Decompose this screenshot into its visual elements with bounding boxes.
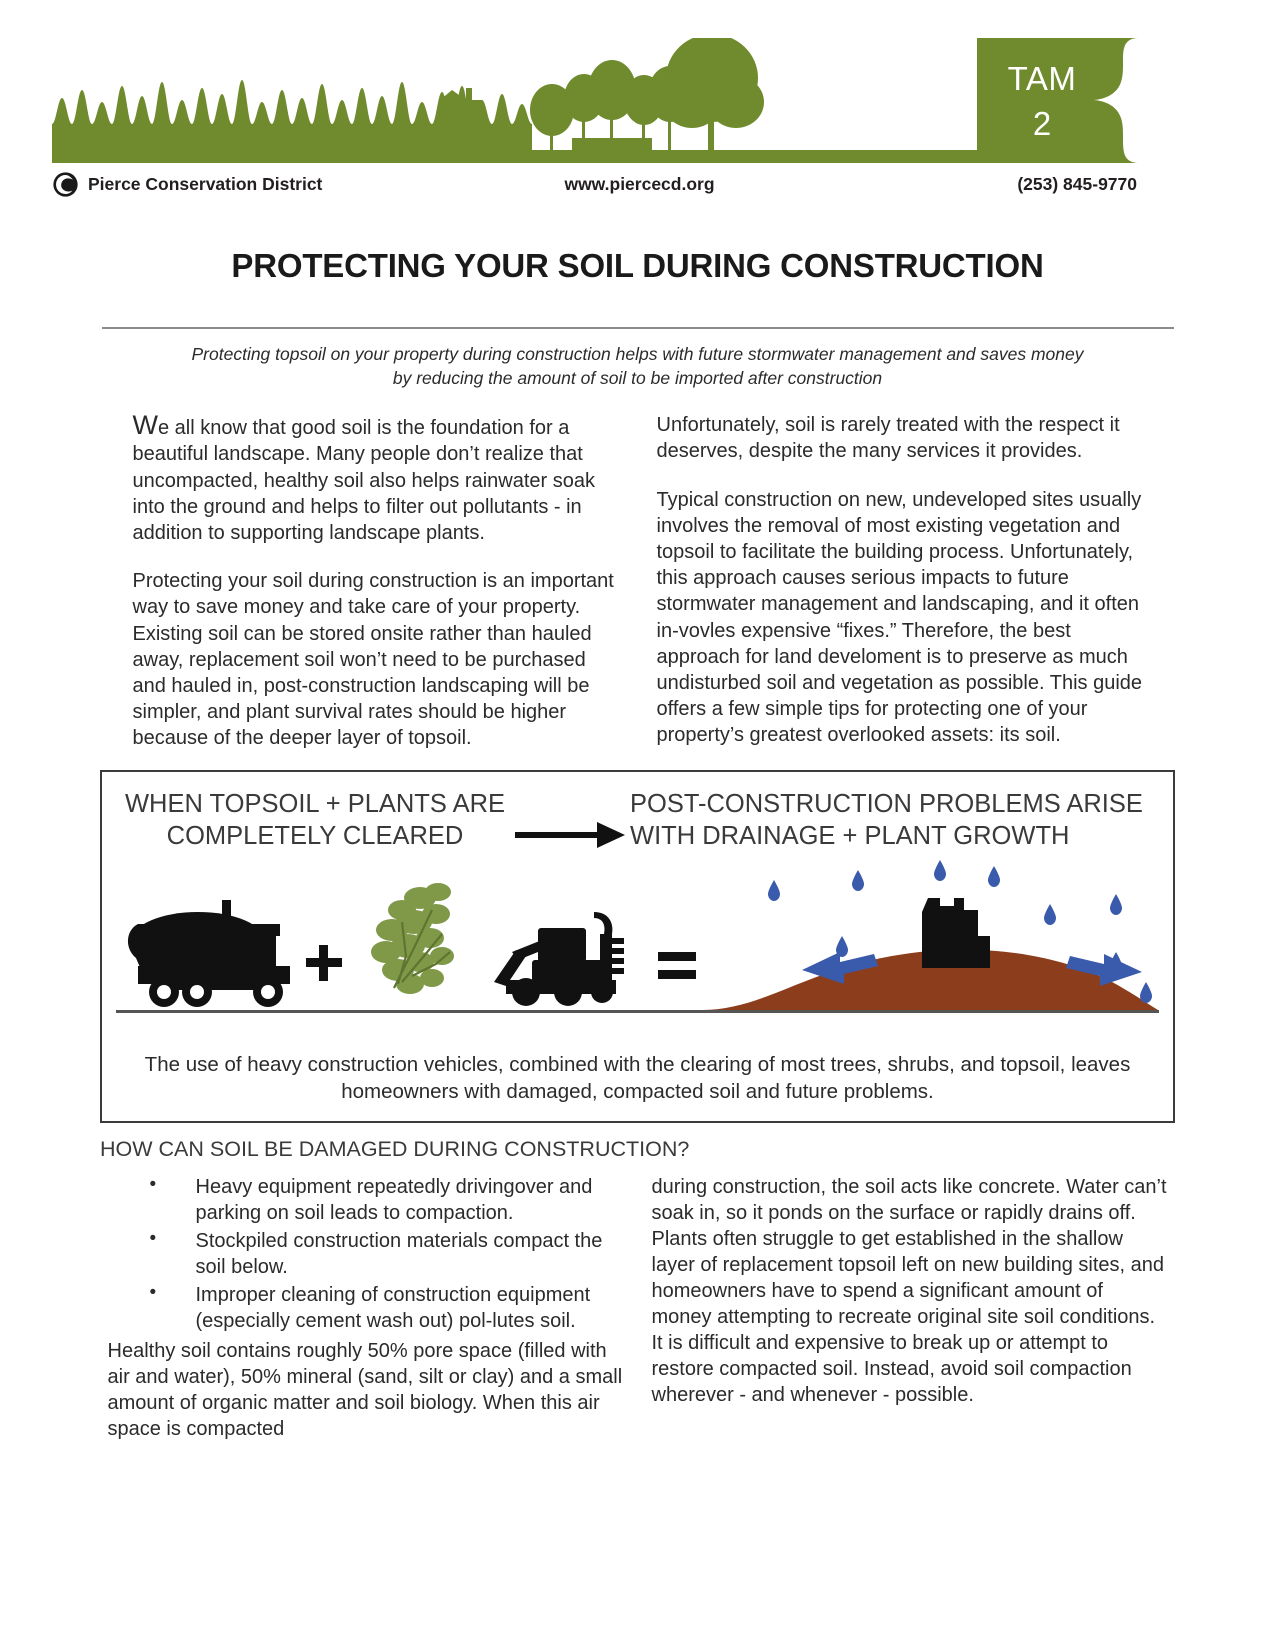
arrow-right-icon <box>510 786 630 852</box>
ground-line <box>116 1010 1159 1013</box>
infographic-heading-left: WHEN TOPSOIL + PLANTS ARE COMPLETELY CLEARED <box>124 789 506 850</box>
list-item: • Improper cleaning of construction equipment (especially cement wash out) pol-lutes soil. <box>150 1282 624 1334</box>
intro-paragraph: Unfortunately, soil is rarely treated with the respect it deserves, despite the many services it provides. <box>656 414 1120 463</box>
organization-name: Pierce Conservation District <box>88 173 323 194</box>
website-url[interactable]: www.piercecd.org <box>564 173 715 194</box>
intro-paragraph: Typical construction on new, undeveloped sites usually involves the removal of most existing vegetation and topsoil to facilitate the building process. Unfortunately, this approach causes serious impacts to future stormwater management and landscaping, and it often in-vovles expensive “fixes.” Therefore, the best approach for land develoment is to preserve as much undisturbed soil and vegetation as possible. This guide offers a few simple tips for protecting one of your property’s greatest overlooked assets: its soil. <box>656 488 1143 747</box>
infographic-headings <box>102 772 1173 852</box>
lower-column-right <box>652 1174 1168 1442</box>
lower-column-left <box>108 1174 624 1442</box>
damage-bullet-list <box>150 1174 624 1334</box>
header-contact-row <box>52 168 1137 200</box>
intro-paragraph: Protecting your soil during construction is an important way to save money and take care of your property. Existing soil can be stored onsite rather than hauled away, replacement soil won’t need to be purchased and hauled in, post-construction landscaping will be simpler, and plant survival rates should be higher because of the deeper layer of topsoil. <box>132 570 614 750</box>
section-heading: HOW CAN SOIL BE DAMAGED DURING CONSTRUCTION? <box>100 1137 690 1162</box>
uprooted-tree-icon <box>371 883 454 994</box>
equals-symbol-shape <box>658 952 696 979</box>
excavator-icon <box>494 912 624 1006</box>
swoosh-icon <box>1087 38 1139 163</box>
infographic-caption: The use of heavy construction vehicles, combined with the clearing of most trees, shrubs, and topsoil, leaves homeowners with damaged, compacted soil and future problems. <box>144 1052 1131 1103</box>
lower-paragraph-left: Healthy soil contains roughly 50% pore space (filled with air and water), 50% mineral (sand, silt or clay) and a small amount of organic matter and soil biology. When this air space is compacted <box>107 1340 623 1441</box>
treeline-illustration <box>52 38 1137 163</box>
tam-badge <box>977 38 1137 163</box>
page-subtitle: Protecting topsoil on your property during construction helps with future stormwater management and saves money by reducing the amount of soil to be imported after construction <box>191 344 1084 388</box>
lower-columns <box>108 1174 1168 1442</box>
organization <box>52 171 472 198</box>
list-item: • Heavy equipment repeatedly drivingover and parking on soil leads to compaction. <box>150 1174 624 1226</box>
house-icon <box>922 898 990 968</box>
infographic-box <box>100 770 1175 1124</box>
intro-paragraph-text: e all know that good soil is the foundation for a beautiful landscape. Many people don’t realize that uncompacted, healthy soil also helps rainwater soak into the ground and helps to filter out pollutants - in addition to supporting landscape plants. <box>132 417 595 544</box>
drop-cap: W <box>132 410 158 441</box>
list-item: • Stockpiled construction materials compact the soil below. <box>150 1228 624 1280</box>
header-banner <box>52 38 1137 163</box>
page-title: PROTECTING YOUR SOIL DURING CONSTRUCTION <box>231 247 1044 284</box>
pierce-cd-logo-icon <box>52 171 79 198</box>
intro-paragraph <box>133 412 619 546</box>
page-header <box>0 0 1275 215</box>
infographic-illustration <box>102 852 1173 1037</box>
infographic-heading-right: POST-CONSTRUCTION PROBLEMS ARISE WITH DRAINAGE + PLANT GROWTH <box>630 789 1143 850</box>
plus-symbol-shape <box>306 945 342 981</box>
intro-column-right <box>657 412 1143 751</box>
intro-column-left <box>133 412 619 751</box>
intro-columns <box>133 412 1143 751</box>
title-divider <box>102 327 1174 329</box>
tam-badge-number: 2 <box>1032 104 1052 142</box>
tam-badge-label: TAM <box>1007 59 1077 97</box>
lower-paragraph-right: during construction, the soil acts like concrete. Water can’t soak in, so it ponds on the surface or rapidly drains off. Plants often struggle to get established in the shallow layer of replacement topsoil left on new building sites, and homeowners have to spend a significant amount of money attempting to recreate original site soil conditions. It is difficult and expensive to break up or attempt to restore compacted soil. Instead, avoid soil compaction wherever - and whenever - possible. <box>651 1176 1167 1407</box>
phone-number: (253) 845-9770 <box>1017 173 1137 194</box>
